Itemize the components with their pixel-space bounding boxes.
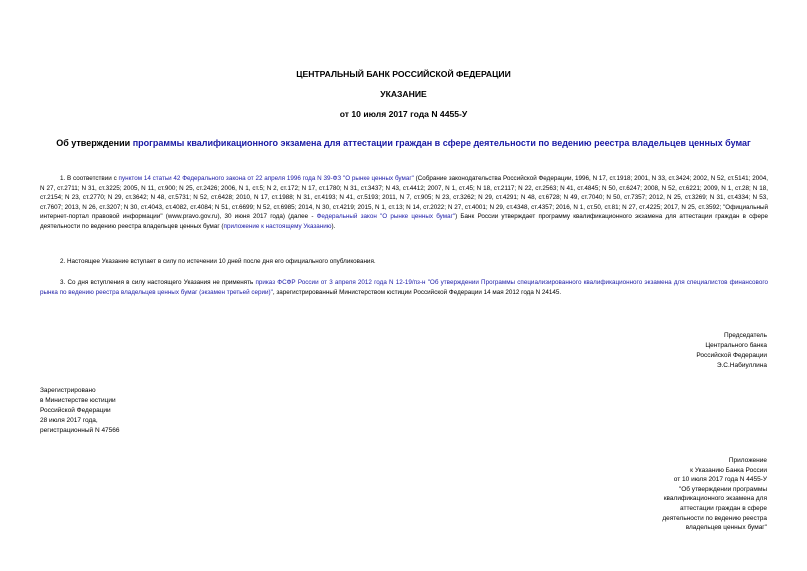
registration-line: регистрационный N 47566 <box>40 427 120 434</box>
law-article-link[interactable]: пунктом 14 статьи 42 Федерального закона от 22 апреля 1996 года N 39-ФЗ "О рынке ценных бумаг" <box>118 175 414 182</box>
document-date-number: от 10 июля 2017 года N 4455-У <box>339 109 468 119</box>
registration-line: Российской Федерации <box>40 407 111 414</box>
paragraph-3 <box>40 278 768 297</box>
p1-text-1: 1. В соответствии с <box>60 175 119 182</box>
registration-line: 28 июля 2017 года, <box>40 417 98 424</box>
appendix-link[interactable]: приложение к настоящему Указанию <box>223 222 332 230</box>
document-type: УКАЗАНИЕ <box>380 89 427 99</box>
federal-law-link[interactable]: Федеральный закон "О рынке ценных бумаг" <box>316 213 456 221</box>
p1-text-4: ). <box>331 222 336 230</box>
title-prefix: Об утверждении <box>56 138 133 148</box>
p1-text-3: ) Банк России утверждает программу квалификационного экзамена для аттестации граждан в сфере деятельности по ведению реестра владельцев ценных бумаг ( <box>40 213 768 230</box>
bank-name: ЦЕНТРАЛЬНЫЙ БАНК РОССИЙСКОЙ ФЕДЕРАЦИИ <box>296 69 511 79</box>
appendix-block <box>547 456 767 533</box>
signature-line: Э.С.Набиуллина <box>716 362 767 369</box>
fsfr-order-link[interactable]: приказ ФСФР России от 3 апреля 2012 года N 12-19/пз-н "Об утверждении Программы специализированного квалификационного экзамена для специалистов финансового рынка по ведению реестра владельцев ценных бумаг (экзамен третьей серии)" <box>40 279 768 296</box>
p1-text-2: (Собрание законодательства Российской Федерации, 1996, N 17, ст.1918; 2001, N 33, ст.3424; 2002, N 52, ст.5141; 2004, N 27, ст.2711; N 31, ст.3225; 2005, N 11, ст.900; N 25, ст.2426; 2006, N 1, ст.5; N 2, ст.172; N 17, ст.1780; N 31, ст.3437; N 43, ст.4412; 2007, N 1, ст.45; N 18, ст.2117; N 22, ст.2563; N 41, ст.4845; N 50, ст.6247; 2008, N 52, ст.6221; 2009, N 1, ст.28; N 18, ст.2154; N 23, ст.2770; N 29, ст.3642; N 48, ст.5731; N 52, ст.6428; 2010, N 17, ст.1988; N 31, ст.4193; N 41, ст.5193; 2011, N 7, ст.905; N 23, ст.3262; N 29, ст.4291; N 48, ст.6728; N 49, ст.7040; N 50, ст.7357; 2012, N 25, ст.3269; N 31, ст.4334; N 53, ст.7607; 2013, N 26, ст.3207; N 30, ст.4043, ст.4082, ст.4084; N 51, ст.6699; N 52, ст.6985; 2014, N 30, ст.4219; 2015, N 1, ст.13; N 14, ст.2022; N 27, ст.4001; N 29, ст.4348, ст.4357; 2016, N 1, ст.50, ст.81; N 27, ст.4225; 2017, N 25, ст.3592; "Официальный интернет-портал правовой информации" (www.pravo.gov.ru), 30 июня 2017 года) (далее - <box>40 175 768 221</box>
document-title <box>0 138 807 148</box>
appendix-line: квалификационного экзамена для <box>663 495 767 503</box>
appendix-line: аттестации граждан в сфере <box>680 504 767 512</box>
appendix-line: к Указанию Банка России <box>690 466 767 474</box>
signature-line: Российской Федерации <box>696 352 767 359</box>
signature-block <box>567 331 767 371</box>
registration-line: в Министерстве юстиции <box>40 397 116 404</box>
paragraph-1 <box>40 174 768 232</box>
registration-block <box>40 386 240 436</box>
paragraph-2 <box>40 257 768 267</box>
appendix-line: от 10 июля 2017 года N 4455-У <box>673 476 767 484</box>
appendix-line: деятельности по ведению реестра <box>662 514 767 522</box>
appendix-line: владельцев ценных бумаг" <box>685 524 767 532</box>
appendix-line: "Об утверждении программы <box>678 485 767 493</box>
p3-text-2: , зарегистрированный Министерством юстиции Российской Федерации 14 мая 2012 года N 24145. <box>272 288 562 296</box>
title-program-link[interactable]: программы квалификационного экзамена для аттестации граждан в сфере деятельности по ведению реестра владельцев ценных бумаг <box>132 138 751 148</box>
registration-line: Зарегистрировано <box>40 387 96 394</box>
signature-line: Центрального банка <box>705 342 767 349</box>
appendix-line: Приложение <box>728 457 767 464</box>
signature-line: Председатель <box>723 332 767 339</box>
p3-text-1: 3. Со дня вступления в силу настоящего Указания не применять <box>60 279 256 286</box>
p2-text: 2. Настоящее Указание вступает в силу по истечении 10 дней после дня его официального опубликования. <box>60 258 376 265</box>
